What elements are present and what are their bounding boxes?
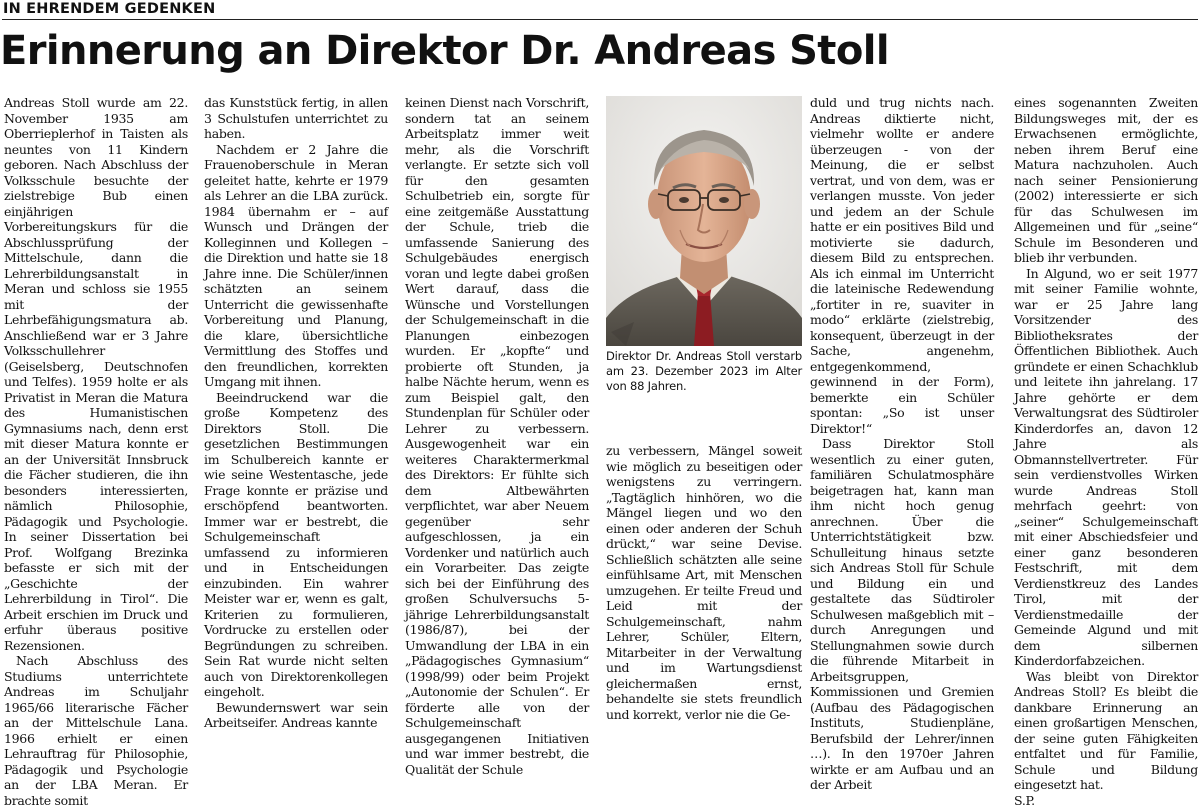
article-paragraph: Beeindruckend war die große Kompetenz des Direktors Stoll. Die gesetzlichen Bestimmungen im Schulbereich kannte er wie seine Westentasche, jede Frage konnte er präzise und erschöpfend beantworten. Immer war er bestrebt, die Schulgemeinschaft umfassend zu informieren und in Entscheidungen einzubinden. Ein wahrer Meister war er, wenn es galt, Kriterien zu formulieren, Vordrucke zu erstellen oder Begründungen zu schreiben. Sein Rat wurde nicht selten auch von Direktorenkollegen eingeholt.: [204, 390, 388, 700]
article-paragraph: Nach Abschluss des Studiums unterrichtete Andreas im Schuljahr 1965/66 literarische Fächer an der Mittelschule Lana. 1966 erhielt er einen Lehrauftrag für Philosophie, Pädagogik und Psychologie an der LBA Meran. Er brachte somit: [4, 653, 188, 808]
article-paragraph: Was bleibt von Direktor Andreas Stoll? Es bleibt die dankbare Erinnerung an einen großartigen Menschen, der seine guten Fähigkeiten entfaltet und für Familie, Schule und Bildung eingesetzt hat.: [1014, 669, 1198, 793]
article-paragraph: Bewundernswert war sein Arbeitseifer. Andreas kannte: [204, 700, 388, 731]
article-column-6: [1014, 95, 1198, 663]
article-headline: Erinnerung an Direktor Dr. Andreas Stoll: [0, 24, 889, 78]
article-paragraph: Andreas Stoll wurde am 22. November 1935 am Oberrieplerhof in Taisten als neuntes von 11 Kindern geboren. Nach Abschluss der Volksschule besuchte der zielstrebige Bub einen einjährigen Vorbereitungskurs für die Abschlussprüfung der Mittelschule, dann die Lehrerbildungsanstalt in Meran und schloss sie 1955 mit der Lehrbefähigungsmatura ab. Anschließend war er 3 Jahre Volksschullehrer (Geiselsberg, Deutschnofen und Telfes). 1959 holte er als Privatist in Meran die Matura des Humanistischen Gymnasiums nach, denn erst mit dieser Matura konnte er an der Universität Innsbruck die Fächer studieren, die ihn besonders interessierten, nämlich Philosophie, Pädagogik und Psychologie. In seiner Dissertation bei Prof. Wolfgang Brezinka befasste er sich mit der „Geschichte der Lehrerbildung in Tirol“. Die Arbeit erschien im Druck und erfuhr überaus positive Rezensionen.: [4, 95, 188, 653]
article-column-5: [810, 95, 994, 663]
portrait-photo: [606, 96, 802, 346]
article-paragraph: Dass Direktor Stoll wesentlich zu einer guten, familiären Schulatmosphäre beigetragen hat, kann man ihm nicht hoch genug anrechnen. Über die Unterrichtstätigkeit bzw. Schulleitung hinaus setzte sich Andreas Stoll für Schule und Bildung ein und gestaltete das Südtiroler Schulwesen maßgeblich mit – durch Anregungen und Stellungnahmen sowie durch die führende Mitarbeit in Arbeitsgruppen, Kommissionen und Gremien (Aufbau des Pädagogischen Instituts, Studienpläne, Berufsbild der Lehrer/innen …). In den 1970er Jahren wirkte er am Aufbau und an der Arbeit: [810, 436, 994, 793]
section-rubric: [2, 0, 1198, 20]
author-signature: S.P.: [1014, 793, 1198, 808]
article-column-2: [204, 95, 388, 663]
section-label: IN EHRENDEM GEDENKEN: [3, 1, 215, 17]
article-paragraph: duld und trug nichts nach. Andreas diktierte nicht, vielmehr wollte er andere überzeugen - von der Meinung, die er selbst vertrat, und von dem, was er verlangen musste. Von jeder und jedem an der Schule hatte er ein positives Bild und motivierte sie dadurch, diesem Bild zu entsprechen. Als ich einmal im Unterricht die lateinische Redewendung „fortiter in re, suaviter in modo“ erklärte (zielstrebig, konsequent, überzeugt in der Sache, angenehm, entgegenkommend, gewinnend in der Form), bemerkte ein Schüler spontan: „So ist unser Direktor!“: [810, 95, 994, 436]
article-paragraph: In Algund, wo er seit 1977 mit seiner Familie wohnte, war er 25 Jahre lang Vorsitzender des Bibliotheksrates der Öffentlichen Bibliothek. Auch gründete er einen Schachklub und leitete ihn jahrelang. 17 Jahre gehörte er dem Verwaltungsrat des Südtiroler Kinderdorfes an, davon 12 Jahre als Obmannstellvertreter. Für sein verdienstvolles Wirken wurde Andreas Stoll mehrfach geehrt: von „seiner“ Schulgemeinschaft mit einer Abschiedsfeier und einer ganz besonderen Festschrift, mit dem Verdienstkreuz des Landes Tirol, mit der Verdienstmedaille der Gemeinde Algund und mit dem silbernen Kinderdorfabzeichen.: [1014, 266, 1198, 669]
article-paragraph: Nachdem er 2 Jahre die Frauenoberschule in Meran geleitet hatte, kehrte er 1979 als Lehrer an die LBA zurück. 1984 übernahm er – auf Wunsch und Drängen der Kolleginnen und Kollegen – die Direktion und hatte sie 18 Jahre inne. Die Schüler/innen schätzten an seinem Unterricht die gewissenhafte Vorbereitung und Planung, die klare, übersichtliche Vermittlung des Stoffes und den freundlichen, korrekten Umgang mit ihnen.: [204, 142, 388, 390]
article-column-1: [4, 95, 188, 663]
article-paragraph: keinen Dienst nach Vorschrift, sondern tat an seinem Arbeitsplatz immer weit mehr, als die Vorschrift verlangte. Er setzte sich voll für den gesamten Schulbetrieb ein, sorgte für eine zeitgemäße Ausstattung der Schule, trieb die umfassende Sanierung des Schulgebäudes energisch voran und legte dabei großen Wert darauf, dass die Wünsche und Vorstellungen der Schulgemeinschaft in die Planungen einbezogen wurden. Er „kopfte“ und probierte oft Stunden, ja halbe Nächte herum, wenn es zum Beispiel galt, den Stundenplan für Schüler oder Lehrer zu verbessern. Ausgewogenheit war ein weiteres Charaktermerkmal des Direktors: Er fühlte sich dem Altbewährten verpflichtet, war aber Neuem gegenüber sehr aufgeschlossen, ja ein Vordenker und natürlich auch ein Vorarbeiter. Das zeigte sich bei der Einführung des großen Schulversuchs 5-jährige Lehrerbildungsanstalt (1986/87), bei der Umwandlung der LBA in ein „Pädagogisches Gymnasium“ (1998/99) oder beim Projekt „Autonomie der Schulen“. Er förderte alle von der Schulgemeinschaft ausgegangenen Initiativen und war immer bestrebt, die Qualität der Schule: [405, 95, 589, 777]
article-paragraph: das Kunststück fertig, in allen 3 Schulstufen unterrichtet zu haben.: [204, 95, 388, 142]
article-paragraph: eines sogenannten Zweiten Bildungsweges mit, der es Erwachsenen ermöglichte, neben ihrem Beruf eine Matura nachzuholen. Auch nach seiner Pensionierung (2002) interessierte er sich für das Schulwesen im Allgemeinen und für „seine“ Schule im Besonderen und blieb ihr verbunden.: [1014, 95, 1198, 266]
article-column-3: [405, 95, 589, 663]
article-paragraph: zu verbessern, Mängel soweit wie möglich zu beseitigen oder wenigstens zu verringern. „Tagtäglich hinhören, wo die Mängel liegen und wo den einen oder anderen der Schuh drückt,“ war seine Devise. Schließlich schätzten alle seine einfühlsame Art, mit Menschen umzugehen. Er teilte Freud und Leid mit der Schulgemeinschaft, nahm Lehrer, Schüler, Eltern, Mitarbeiter in der Verwaltung und im Wartungsdienst gleichermaßen ernst, behandelte sie stets freundlich und korrekt, verlor nie die Ge-: [606, 443, 802, 722]
article-column-4: [606, 443, 802, 663]
photo-caption: Direktor Dr. Andreas Stoll verstarb am 23. Dezember 2023 im Alter von 88 Jahren.: [606, 349, 802, 394]
